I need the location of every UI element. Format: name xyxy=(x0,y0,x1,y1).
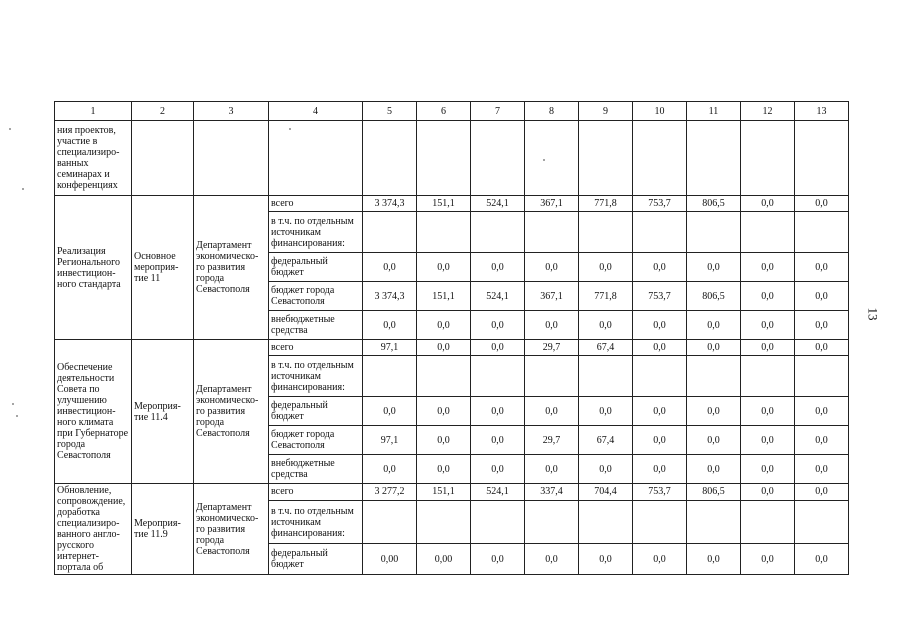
value-cell: 0,0 xyxy=(579,544,633,575)
value-cell: 0,0 xyxy=(795,426,849,455)
value-cell: 0,0 xyxy=(687,397,741,426)
value-cell: 0,0 xyxy=(687,340,741,356)
value-cell xyxy=(417,356,471,397)
value-cell: 0,0 xyxy=(741,455,795,484)
value-cell: 337,4 xyxy=(525,484,579,501)
table-row xyxy=(55,196,849,212)
value-cell xyxy=(525,356,579,397)
value-cell: 0,0 xyxy=(525,397,579,426)
value-cell: 0,0 xyxy=(741,196,795,212)
value-cell: 0,0 xyxy=(417,253,471,282)
column-header: 6 xyxy=(417,102,471,121)
value-cell: 0,0 xyxy=(795,311,849,340)
value-cell: 0,0 xyxy=(741,340,795,356)
value-cell: 524,1 xyxy=(471,196,525,212)
funding-source: внебюджетные средства xyxy=(269,311,363,340)
value-cell: 0,0 xyxy=(795,455,849,484)
value-cell: 97,1 xyxy=(363,340,417,356)
value-cell: 151,1 xyxy=(417,282,471,311)
value-cell: 0,00 xyxy=(417,544,471,575)
page-number: 13 xyxy=(865,307,881,321)
value-cell xyxy=(741,212,795,253)
value-cell: 0,0 xyxy=(687,426,741,455)
activity-executor: Департамент экономическо-го развития города Севастополя xyxy=(194,484,269,575)
activity-executor: Департамент экономическо-го развития города Севастополя xyxy=(194,340,269,484)
column-header: 5 xyxy=(363,102,417,121)
value-cell: 0,0 xyxy=(795,282,849,311)
header-row xyxy=(55,102,849,121)
value-cell: 0,0 xyxy=(633,340,687,356)
column-header: 4 xyxy=(269,102,363,121)
column-header: 13 xyxy=(795,102,849,121)
column-header: 8 xyxy=(525,102,579,121)
value-cell: 704,4 xyxy=(579,484,633,501)
value-cell: 0,0 xyxy=(795,340,849,356)
value-cell: 806,5 xyxy=(687,196,741,212)
activity-executor: Департамент экономическо-го развития города Севастополя xyxy=(194,196,269,340)
budget-table xyxy=(54,101,849,575)
value-cell: 0,0 xyxy=(417,397,471,426)
value-cell: 0,00 xyxy=(363,544,417,575)
value-cell: 0,0 xyxy=(417,311,471,340)
value-cell: 0,0 xyxy=(741,397,795,426)
column-header: 2 xyxy=(132,102,194,121)
funding-source: федеральный бюджет xyxy=(269,253,363,282)
value-cell xyxy=(471,212,525,253)
value-cell: 0,0 xyxy=(741,426,795,455)
value-cell: 67,4 xyxy=(579,340,633,356)
value-cell xyxy=(417,212,471,253)
column-header: 3 xyxy=(194,102,269,121)
column-header: 11 xyxy=(687,102,741,121)
value-cell: 0,0 xyxy=(795,253,849,282)
value-cell: 151,1 xyxy=(417,484,471,501)
value-cell: 524,1 xyxy=(471,282,525,311)
value-cell: 67,4 xyxy=(579,426,633,455)
value-cell: 771,8 xyxy=(579,282,633,311)
funding-source: бюджет города Севастополя xyxy=(269,282,363,311)
value-cell xyxy=(363,500,417,543)
value-cell: 0,0 xyxy=(687,455,741,484)
value-cell: 0,0 xyxy=(579,397,633,426)
value-cell: 29,7 xyxy=(525,426,579,455)
value-cell: 0,0 xyxy=(471,253,525,282)
value-cell: 0,0 xyxy=(633,544,687,575)
value-cell xyxy=(363,212,417,253)
funding-source: в т.ч. по отдельным источникам финансирования: xyxy=(269,500,363,543)
value-cell xyxy=(579,212,633,253)
column-header: 12 xyxy=(741,102,795,121)
column-header: 10 xyxy=(633,102,687,121)
value-cell: 0,0 xyxy=(525,455,579,484)
value-cell: 3 374,3 xyxy=(363,196,417,212)
funding-source: всего xyxy=(269,340,363,356)
value-cell: 0,0 xyxy=(363,397,417,426)
value-cell xyxy=(579,500,633,543)
funding-source: внебюджетные средства xyxy=(269,455,363,484)
funding-source: в т.ч. по отдельным источникам финансирования: xyxy=(269,356,363,397)
value-cell: 0,0 xyxy=(741,311,795,340)
funding-source: бюджет города Севастополя xyxy=(269,426,363,455)
value-cell: 29,7 xyxy=(525,340,579,356)
value-cell: 0,0 xyxy=(633,311,687,340)
value-cell: 0,0 xyxy=(741,253,795,282)
value-cell: 0,0 xyxy=(363,455,417,484)
value-cell: 0,0 xyxy=(471,340,525,356)
continuation-text: ния проектов, участие в специализиро-ванных семинарах и конференциях xyxy=(55,121,132,196)
activity-name: Реализация Регионального инвестицион-ного стандарта xyxy=(55,196,132,340)
value-cell: 0,0 xyxy=(471,311,525,340)
value-cell: 3 277,2 xyxy=(363,484,417,501)
value-cell: 0,0 xyxy=(579,455,633,484)
value-cell: 753,7 xyxy=(633,282,687,311)
value-cell xyxy=(795,356,849,397)
value-cell xyxy=(633,500,687,543)
value-cell: 0,0 xyxy=(633,253,687,282)
column-header: 9 xyxy=(579,102,633,121)
activity-name: Обновление, сопровождение, доработка специализиро-ванного англо-русского интернет-портала об xyxy=(55,484,132,575)
funding-source: федеральный бюджет xyxy=(269,544,363,575)
activity-type: Основное мероприя-тие 11 xyxy=(132,196,194,340)
column-header: 1 xyxy=(55,102,132,121)
value-cell: 367,1 xyxy=(525,282,579,311)
value-cell xyxy=(687,356,741,397)
value-cell: 806,5 xyxy=(687,282,741,311)
value-cell: 0,0 xyxy=(363,253,417,282)
funding-source: в т.ч. по отдельным источникам финансирования: xyxy=(269,212,363,253)
table-row xyxy=(55,484,849,501)
value-cell: 0,0 xyxy=(579,253,633,282)
value-cell: 0,0 xyxy=(417,455,471,484)
value-cell: 0,0 xyxy=(471,455,525,484)
value-cell xyxy=(579,356,633,397)
value-cell: 0,0 xyxy=(525,253,579,282)
value-cell: 0,0 xyxy=(525,544,579,575)
value-cell: 0,0 xyxy=(633,426,687,455)
value-cell: 806,5 xyxy=(687,484,741,501)
value-cell: 0,0 xyxy=(471,544,525,575)
funding-source: федеральный бюджет xyxy=(269,397,363,426)
value-cell: 0,0 xyxy=(633,397,687,426)
value-cell xyxy=(687,500,741,543)
activity-name: Обеспечение деятельности Совета по улучшению инвестицион-ного климата при Губернаторе города Севастополя xyxy=(55,340,132,484)
value-cell: 0,0 xyxy=(471,426,525,455)
value-cell: 0,0 xyxy=(795,484,849,501)
activities-body xyxy=(55,196,849,575)
value-cell: 3 374,3 xyxy=(363,282,417,311)
value-cell: 753,7 xyxy=(633,196,687,212)
value-cell: 97,1 xyxy=(363,426,417,455)
value-cell xyxy=(795,212,849,253)
value-cell xyxy=(741,500,795,543)
value-cell: 367,1 xyxy=(525,196,579,212)
value-cell: 0,0 xyxy=(579,311,633,340)
value-cell: 0,0 xyxy=(687,544,741,575)
value-cell: 0,0 xyxy=(633,455,687,484)
value-cell xyxy=(525,212,579,253)
value-cell: 0,0 xyxy=(363,311,417,340)
value-cell: 753,7 xyxy=(633,484,687,501)
value-cell: 0,0 xyxy=(687,311,741,340)
funding-source: всего xyxy=(269,196,363,212)
value-cell xyxy=(471,356,525,397)
value-cell: 0,0 xyxy=(417,426,471,455)
value-cell: 0,0 xyxy=(741,544,795,575)
value-cell xyxy=(363,356,417,397)
table-row xyxy=(55,340,849,356)
funding-source: всего xyxy=(269,484,363,501)
value-cell: 0,0 xyxy=(687,253,741,282)
value-cell: 0,0 xyxy=(525,311,579,340)
value-cell xyxy=(633,212,687,253)
value-cell xyxy=(471,500,525,543)
value-cell: 0,0 xyxy=(741,484,795,501)
value-cell xyxy=(741,356,795,397)
value-cell xyxy=(633,356,687,397)
value-cell: 0,0 xyxy=(471,397,525,426)
value-cell: 771,8 xyxy=(579,196,633,212)
continuation-row xyxy=(55,121,849,196)
value-cell: 0,0 xyxy=(417,340,471,356)
value-cell: 0,0 xyxy=(795,397,849,426)
value-cell: 0,0 xyxy=(741,282,795,311)
value-cell xyxy=(795,500,849,543)
value-cell xyxy=(525,500,579,543)
value-cell: 0,0 xyxy=(795,196,849,212)
value-cell: 524,1 xyxy=(471,484,525,501)
activity-type: Мероприя-тие 11.4 xyxy=(132,340,194,484)
activity-type: Мероприя-тие 11.9 xyxy=(132,484,194,575)
value-cell: 151,1 xyxy=(417,196,471,212)
value-cell: 0,0 xyxy=(795,544,849,575)
value-cell xyxy=(687,212,741,253)
column-header: 7 xyxy=(471,102,525,121)
value-cell xyxy=(417,500,471,543)
